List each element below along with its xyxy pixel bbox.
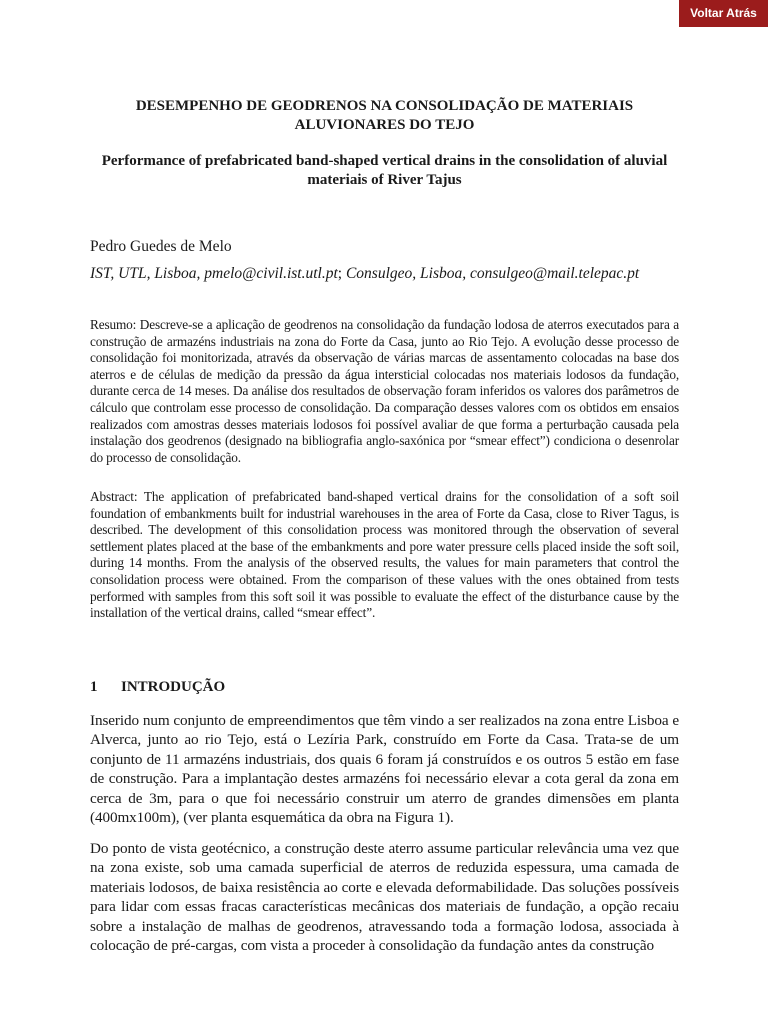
author-affiliation	[90, 264, 639, 284]
section-number: 1	[90, 679, 98, 695]
affiliation-ist: IST, UTL, Lisboa, pmelo@civil.ist.utl.pt	[90, 265, 338, 282]
back-button[interactable]: Voltar Atrás	[679, 0, 768, 27]
abstract-paragraph: Abstract: The application of prefabricated band-shaped vertical drains for the consolidation of a soft soil foundation of embankments built for industrial warehouses in the area of Forte da Casa, close to River Tagus, is described. The development of this consolidation process was monitored through the observation of several settlement plates placed at the base of the embankments and pore water pressure cells placed inside the soft soil, during 14 months. From the analysis of the observed results, the values for main parameters that control the consolidation process were obtained. From the comparison of these values with the ones obtained from tests performed with samples from this soft soil it was possible to evaluate the effect of the disturbance cause by the installation of the vertical drains, called “smear effect”.	[90, 489, 679, 621]
paper-title-pt: DESEMPENHO DE GEODRENOS NA CONSOLIDAÇÃO DE MATERIAIS ALUVIONARES DO TEJO	[135, 98, 634, 133]
body-paragraph-2: Do ponto de vista geotécnico, a construção deste aterro assume particular relevância uma vez que na zona existe, sob uma camada superficial de aterros de reduzida espessura, uma camada de materiais lodosos, de baixa resistência ao corte e elevada deformabilidade. Das soluções possíveis para lidar com essas fracas características mecânicas dos materiais de fundação, a opção recaiu sobre a instalação de malhas de geodrenos, atravessando toda a formação lodosa, associada à colocação de pré-cargas, com vista a proceder à consolidação da fundação antes da construção	[90, 840, 679, 955]
body-paragraph-1: Inserido num conjunto de empreendimentos que têm vindo a ser realizados na zona entre Lisboa e Alverca, junto ao rio Tejo, está o Lezíria Park, construído em Forte da Casa. Trata-se de um conjunto de 11 armazéns industriais, dos quais 6 foram já construídos e os outros 5 estão em fase de construção. Para a implantação destes armazéns foi necessário elevar a cota geral da zona em cerca de 3m, para o que foi necessário construir um aterro de grandes dimensões em planta (400mx100m), (ver planta esquemática da obra na Figura 1).	[90, 712, 679, 827]
section-heading-introducao	[90, 678, 225, 696]
paper-title-en: Performance of prefabricated band-shaped vertical drains in the consolidation of aluvial materiais of River Tajus	[101, 153, 668, 188]
affiliation-consulgeo: Consulgeo, Lisboa, consulgeo@mail.telepac.pt	[345, 265, 640, 282]
author-name: Pedro Guedes de Melo	[90, 238, 232, 255]
resumo-paragraph: Resumo: Descreve-se a aplicação de geodrenos na consolidação da fundação lodosa de aterros executados para a construção de armazéns industriais na zona do Forte da Casa, junto ao Rio Tejo. A evolução desse processo de consolidação foi monitorizada, através da observação de várias marcas de assentamento colocadas na base dos aterros e de células de medição da pressão da água intersticial colocadas nos materiais lodosos da fundação, durante cerca de 14 meses. Da análise dos resultados de observação foram inferidos os valores dos parâmetros de cálculo que controlam esse processo de consolidação. Da comparação desses valores com os obtidos em ensaios realizados com amostras desses materiais lodosos foi possível avaliar de que forma a perturbação causada pela instalação dos geodrenos (designado na bibliografia anglo-saxónica por “smear effect”) condiciona o desenrolar do processo de consolidação.	[90, 317, 679, 465]
section-title: INTRODUÇÃO	[121, 679, 226, 695]
affiliation-separator: ;	[337, 265, 343, 282]
